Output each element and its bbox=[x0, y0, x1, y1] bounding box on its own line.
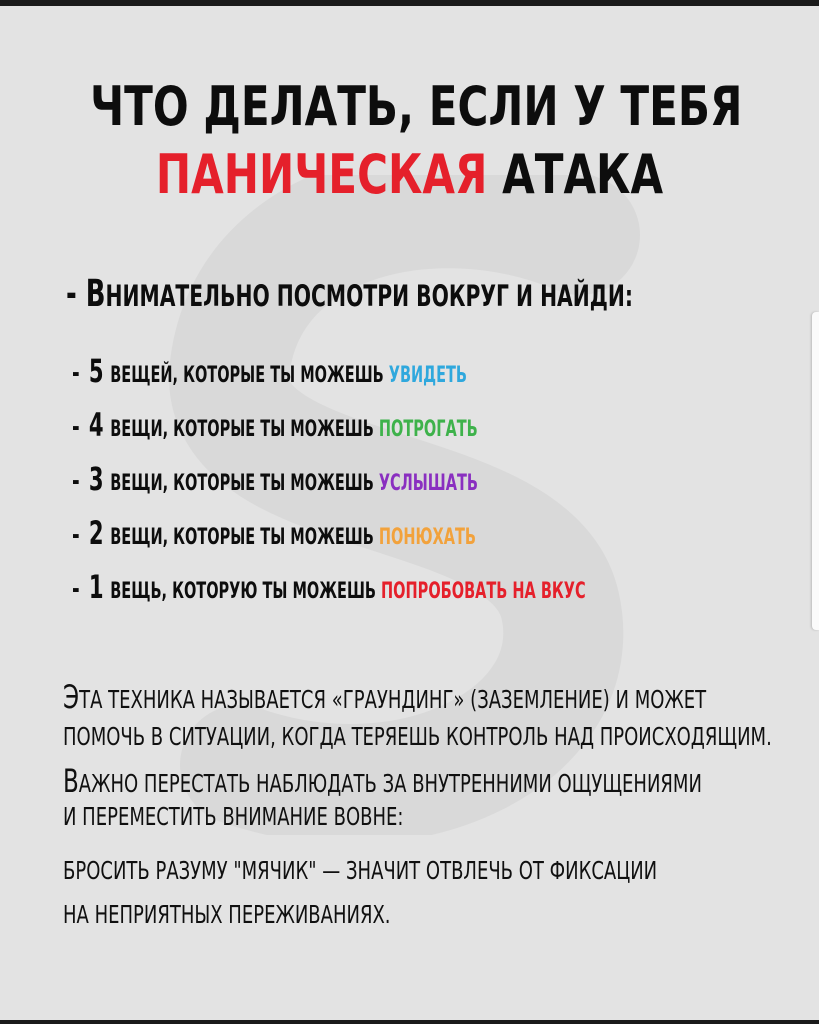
list-item-dash: - bbox=[72, 410, 80, 443]
list-item-dash: - bbox=[72, 464, 80, 497]
list-item bbox=[72, 516, 476, 556]
list-item-verb: ПОПРОБОВАТЬ НА ВКУС bbox=[381, 579, 586, 604]
bottom-border bbox=[0, 1020, 819, 1024]
list-item bbox=[72, 462, 478, 502]
page-title-line-1: ЧТО ДЕЛАТЬ, ЕСЛИ У ТЕБЯ bbox=[90, 75, 743, 138]
scrollbar[interactable] bbox=[812, 312, 819, 630]
list-item-dash: - bbox=[72, 356, 80, 389]
paragraph-line: НА НЕПРИЯТНЫХ ПЕРЕЖИВАНИЯХ. bbox=[63, 900, 391, 929]
list-item-text: ВЕЩЕЙ, КОТОРЫЕ ТЫ МОЖЕШЬ bbox=[110, 363, 389, 388]
paragraph-text: АЖНО ПЕРЕСТАТЬ НАБЛЮДАТЬ ЗА ВНУТРЕННИМИ ОЩУЩЕНИЯМИ bbox=[78, 769, 702, 798]
instruction-heading bbox=[66, 272, 633, 315]
list-item-text: ВЕЩИ, КОТОРЫЕ ТЫ МОЖЕШЬ bbox=[110, 471, 379, 496]
list-item-text: ВЕЩИ, КОТОРЫЕ ТЫ МОЖЕШЬ bbox=[110, 417, 379, 442]
list-item-text: ВЕЩИ, КОТОРЫЕ ТЫ МОЖЕШЬ bbox=[110, 525, 379, 550]
list-item-number: 1 bbox=[88, 568, 104, 606]
heading-text: НИМАТЕЛЬНО ПОСМОТРИ ВОКРУГ И НАЙДИ: bbox=[105, 279, 633, 313]
paragraph-line: ПОМОЧЬ В СИТУАЦИИ, КОГДА ТЕРЯЕШЬ КОНТРОЛЬ НАД ПРОИСХОДЯЩИМ. bbox=[63, 722, 772, 751]
top-border bbox=[0, 0, 819, 6]
list-item bbox=[72, 354, 467, 394]
list-item-verb: ПОТРОГАТЬ bbox=[378, 417, 478, 442]
list-item-dash: - bbox=[72, 518, 80, 551]
paragraph-line bbox=[63, 762, 702, 800]
list-item-verb: УВИДЕТЬ bbox=[388, 363, 467, 388]
heading-first-letter: В bbox=[85, 272, 106, 315]
paragraph-line: БРОСИТЬ РАЗУМУ "МЯЧИК" — ЗНАЧИТ ОТВЛЕЧЬ ОТ ФИКСАЦИИ bbox=[63, 856, 658, 885]
list-item bbox=[72, 570, 586, 610]
paragraph-line: И ПЕРЕМЕСТИТЬ ВНИМАНИЕ ВОВНЕ: bbox=[63, 802, 404, 831]
paragraph-initial: Э bbox=[63, 678, 80, 716]
list-item bbox=[72, 408, 478, 448]
list-item-verb: ПОНЮХАТЬ bbox=[378, 525, 476, 550]
list-item-number: 4 bbox=[88, 406, 104, 444]
paragraph-line bbox=[63, 678, 706, 716]
paragraph-text: ТА ТЕХНИКА НАЗЫВАЕТСЯ «ГРАУНДИНГ» (ЗАЗЕМЛЕНИЕ) И МОЖЕТ bbox=[79, 685, 707, 714]
title-accent-word: ПАНИЧЕСКАЯ bbox=[155, 143, 488, 206]
list-item-text: ВЕЩЬ, КОТОРУЮ ТЫ МОЖЕШЬ bbox=[110, 579, 382, 604]
heading-dash: - bbox=[66, 272, 77, 315]
page-title-line-2 bbox=[90, 143, 729, 206]
title-end-word: АТАКА bbox=[487, 143, 664, 206]
list-item-verb: УСЛЫШАТЬ bbox=[378, 471, 478, 496]
list-item-number: 3 bbox=[88, 460, 104, 498]
list-item-number: 5 bbox=[88, 352, 104, 390]
list-item-dash: - bbox=[72, 572, 80, 605]
list-item-number: 2 bbox=[88, 514, 104, 552]
paragraph-initial: В bbox=[63, 762, 79, 800]
